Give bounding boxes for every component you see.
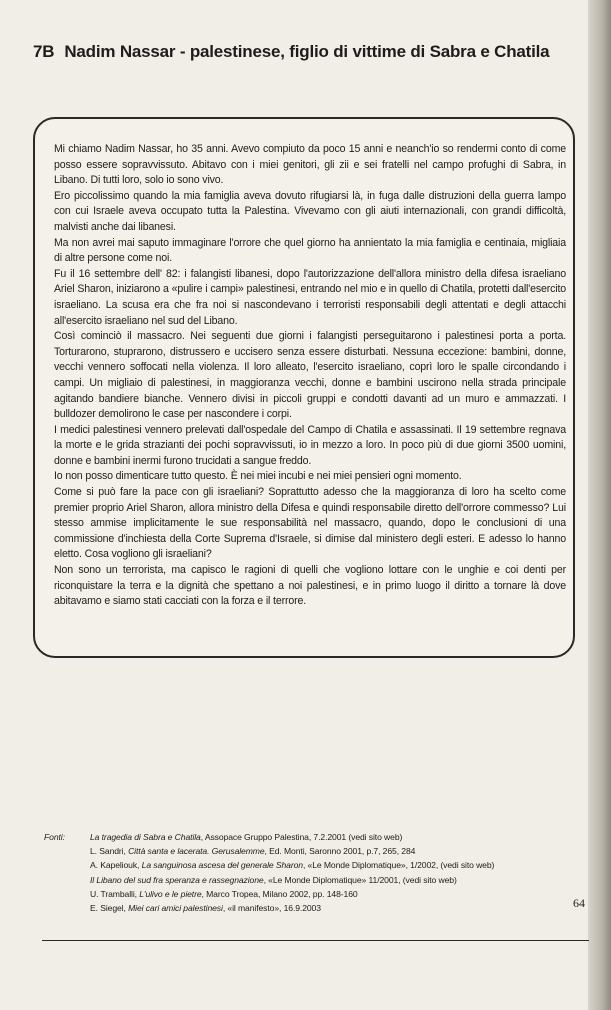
paragraph: Non sono un terrorista, ma capisco le ragioni di quelli che vogliono lottare con le unghie e coi denti per riconquistare la terra e la dignità che spettano a noi palestinesi, e in primo luogo il diritto a tornare là dove abitavamo e siamo stati cacciati con la forza e il terrore. — [54, 564, 566, 608]
source-author: L. Sandri, — [90, 846, 129, 857]
source-item — [90, 858, 570, 872]
paragraph: I medici palestinesi vennero prelevati dall'ospedale del Campo di Chatila e assassinati. Il 19 settembre regnava la morte e le grida strazianti dei pochi sopravvissuti, io in mezzo a loro. In poco più di due giorni 3500 uomini, donne e bambini inermi furono trucidati a sangue freddo. — [54, 423, 566, 467]
paragraph: Mi chiamo Nadim Nassar, ho 35 anni. Avevo compiuto da poco 15 anni e neanch'io so rendermi conto di come posso essere sopravvissuto. Abitavo con i miei genitori, gli zii e sei fratelli nel campo profughi di Sabra, in Libano. Di tutti loro, solo io sono vivo. — [54, 143, 566, 187]
source-author: A. Kapeliouk, — [90, 860, 142, 871]
footer-rule — [42, 940, 589, 941]
page-title — [33, 42, 578, 62]
source-details: , «il manifesto», 16.9.2003 — [222, 903, 321, 914]
paragraph: Fu il 16 settembre dell' 82: i falangisti libanesi, dopo l'autorizzazione dell'allora ministro della difesa israeliano Ariel Sharon, iniziarono a «pulire i campi» palestinesi, entrando nel mio e in quello di Chatila, protetti dall'esercito israeliano. La scusa era che fra noi si nascondevano i terroristi responsabili degli attentati e degli attacchi all'esercito israeliano nel sud del Libano. — [54, 267, 566, 327]
source-title: Il Libano del sud fra speranza e rassegnazione — [90, 874, 264, 885]
source-details: , Assopace Gruppo Palestina, 7.2.2001 (vedi sito web) — [200, 832, 403, 842]
source-details: , «Le Monde Diplomatique» 11/2001, (vedi sito web) — [263, 874, 457, 885]
source-item — [90, 873, 570, 887]
sources-label: Fonti: — [44, 832, 65, 842]
source-item — [90, 901, 570, 915]
paragraph: Così cominciò il massacro. Nei seguenti due giorni i falangisti perseguitarono i palestinesi porta a porta. Torturarono, stuprarono, distrussero e uccisero senza essere disturbati. Nessuna eccezione: bambini, donne, vecchi vennero soffocati nella violenza. Il loro alleato, l'esercito israeliano, coprì loro le spalle circondando i campi. Un migliaio di palestinesi, in maggioranza vecchi, donne e bambini uscirono nella strada principale agitando bandiere bianche. Vennero divisi in piccoli gruppi e condotti davanti ad un muro e ammazzati. I bulldozer demolirono le case per nascondere i corpi. — [54, 330, 566, 421]
source-details: , Marco Tropea, Milano 2002, pp. 148-160 — [201, 888, 358, 899]
source-title: L'ulivo e le pietre — [139, 888, 202, 899]
section-title: Nadim Nassar - palestinese, figlio di vittime di Sabra e Chatila — [64, 42, 550, 61]
paragraph: Ero piccolissimo quando la mia famiglia aveva dovuto rifugiarsi là, in fuga dalle distruzioni della guerra lampo con cui Israele aveva occupato tutta la Palestina. Vivevamo con gli aiuti internazionali, con grandi difficoltà, malvisti anche dai libanesi. — [54, 189, 566, 233]
source-details: , «Le Monde Diplomatique», 1/2002, (vedi sito web) — [302, 860, 495, 871]
source-author: U. Tramballi, — [90, 888, 140, 899]
page-edge — [588, 0, 611, 1010]
source-title: Miei cari amici palestinesi — [128, 903, 223, 914]
source-details: , Ed. Monti, Saronno 2001, p.7, 265, 284 — [264, 846, 416, 857]
paragraph: Come si può fare la pace con gli israeliani? Soprattutto adesso che la maggioranza di loro ha scelto come premier proprio Ariel Sharon, allora ministro della Difesa e quindi responsabile diretto dell'orrore commesso? Lui stesso ammise implicitamente le sue responsabilità nel massacro, quando, dopo le conclusioni di una commissione d'inchiesta della Corte Suprema d'Israele, si dimise dal ministero degli esteri. E adesso lo hanno eletto. Cosa vogliono gli israeliani? — [54, 486, 566, 561]
page-number: 64 — [573, 896, 585, 910]
source-title: La tragedia di Sabra e Chatila — [90, 832, 201, 842]
source-item — [90, 844, 570, 858]
section-code: 7B — [33, 42, 55, 61]
source-item — [90, 830, 570, 844]
paragraph: Io non posso dimenticare tutto questo. È nei miei incubi e nei miei pensieri ogni momento. — [54, 470, 462, 483]
sources-list — [90, 830, 570, 915]
paragraph: Ma non avrei mai saputo immaginare l'orrore che quel giorno ha annientato la mia famiglia e centinaia, migliaia di altre persone come noi. — [54, 236, 566, 265]
source-author: E. Siegel, — [90, 903, 129, 914]
source-title: Città santa e lacerata. Gerusalemme — [128, 846, 265, 857]
source-item — [90, 887, 570, 901]
testimony-text — [54, 142, 566, 610]
source-title: La sanguinosa ascesa del generale Sharon — [141, 860, 303, 871]
